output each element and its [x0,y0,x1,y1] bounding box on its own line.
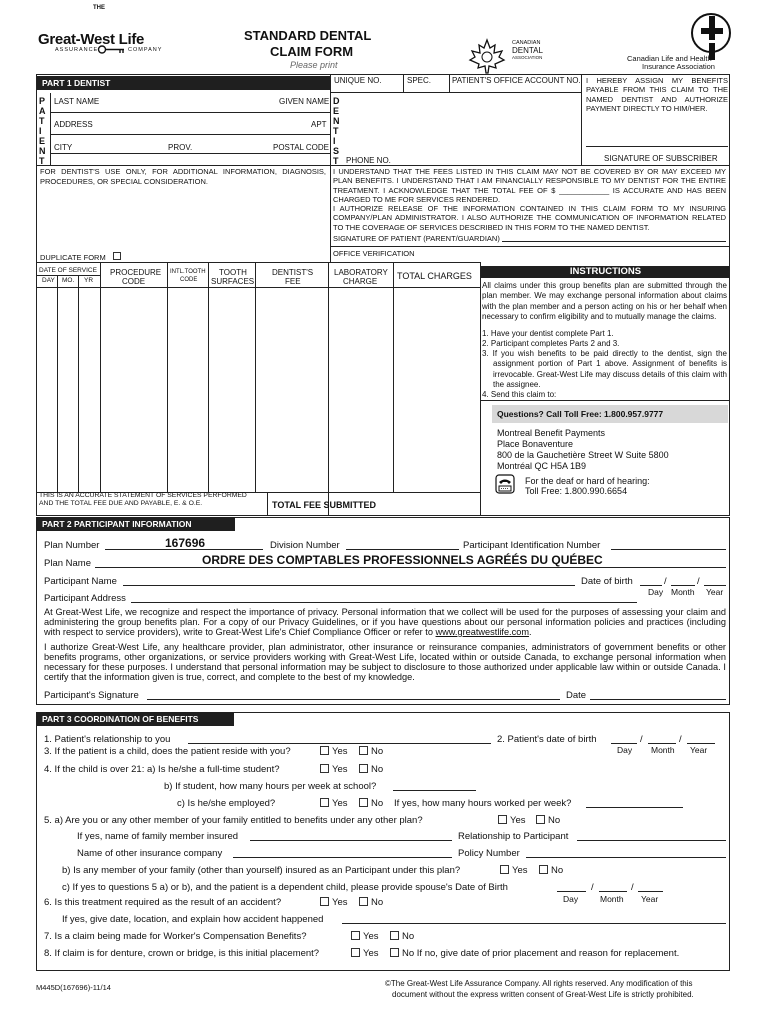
participant-signature-field[interactable] [147,699,560,700]
participant-name-label: Participant Name [44,576,117,587]
assign-benefits-text: I HEREBY ASSIGN MY BENEFITS PAYABLE FROM THIS CLAIM TO THE NAMED DENTIST AND AUTHORIZE PAYMENT DIRECTLY TO HIM/HER. [586,76,728,114]
q6-yes-option[interactable]: Yes [320,897,348,908]
q7-no-option[interactable]: No [390,931,414,942]
plan-number-label: Plan Number [44,540,100,551]
postal-code-label: POSTAL CODE [273,143,330,152]
q8-yes-checkbox[interactable] [351,948,360,957]
accurate-statement-line2: AND THE TOTAL FEE DUE AND PAYABLE, E. & O.E. [39,500,203,507]
lab-charge-header1: LABORATORY [334,268,388,277]
q5a-yes-option[interactable]: Yes [498,815,526,826]
division-number-label: Division Number [270,540,340,551]
website-link[interactable]: www.greatwestlife.com [435,627,529,637]
q5c-year-caption: Year [641,894,659,904]
q4a-student-label: 4. If the child is over 21: a) Is he/she a full-time student? [44,764,280,775]
q4c-no-checkbox[interactable] [359,798,368,807]
clhia-line2: Insurance Association [642,62,715,71]
office-verification-label: OFFICE VERIFICATION [333,249,415,258]
participant-address-label: Participant Address [44,593,126,604]
month-header: MO. [62,277,75,284]
given-name-label: GIVEN NAME [279,97,330,106]
q6-explain-field[interactable] [342,923,726,924]
q5c-dob-month[interactable] [599,891,627,892]
q5-insurance-company-field[interactable] [233,857,452,858]
instruction-step-1: 1. Have your dentist complete Part 1. [482,329,614,338]
q1-relationship-label: 1. Patient's relationship to you [44,734,171,745]
q5-policy-number-field[interactable] [526,857,726,858]
patient-signature-field[interactable] [502,241,726,242]
q5b-no-option[interactable]: No [539,865,563,876]
clhia-line1: Canadian Life and Health [627,54,712,63]
form-title-line2: CLAIM FORM [270,44,354,59]
q4c-yes-checkbox[interactable] [320,798,329,807]
patient-city-field[interactable] [50,153,330,154]
q7-yes-option[interactable]: Yes [351,931,379,942]
service-lines-area[interactable] [37,288,479,491]
q3-no-checkbox[interactable] [359,746,368,755]
plan-number-value[interactable]: 167696 [165,536,206,550]
prov-label: PROV. [168,143,193,152]
q5-policy-number-label: Policy Number [458,848,520,859]
please-print: Please print [290,60,338,70]
cda-canadian: CANADIAN [512,40,541,46]
q6-yes-checkbox[interactable] [320,897,329,906]
copyright-line1: ©The Great-West Life Assurance Company. All rights reserved. Any modification of this [385,979,693,988]
maple-leaf-icon [468,38,506,74]
spec-label: SPEC. [407,76,432,85]
dentist-stamp-area[interactable] [344,95,579,155]
q4c-no-option[interactable]: No [359,798,383,809]
privacy-statement: At Great-West Life, we recognize and respect the importance of privacy. Personal information that we collect will be used for the purposes of assessing your claim and administering the group benefits plan. For a copy of our Privacy Guidelines, or if you have questions about our personal information policies and practices (including with respect to service providers), write to Great-West Life's Chief Compliance Officer or refer to www.greatwestlife.com. [44,607,726,637]
q3-yes-checkbox[interactable] [320,746,329,755]
participant-dob-day[interactable] [640,585,662,586]
q5a-yes-checkbox[interactable] [498,815,507,824]
authorize-release-text: I AUTHORIZE RELEASE OF THE INFORMATION CONTAINED IN THIS CLAIM FORM TO MY INSURING COMPANY/PLAN ADMINISTRATOR. I ALSO AUTHORIZE THE COMMUNICATION OF INFORMATION RELATED TO THE COVERAGE OF SERVICES DESCRIBED IN THIS FORM TO THE NAMED DENTIST. [333,204,726,232]
patient-address-field[interactable] [50,134,330,135]
plan-name-label: Plan Name [44,558,91,569]
q7-workers-comp-label: 7. Is a claim being made for Worker's Compensation Benefits? [44,931,307,942]
dob-day-caption: Day [648,587,664,597]
q8-yes-option[interactable]: Yes [351,948,379,959]
q5b-no-checkbox[interactable] [539,865,548,874]
instruction-step-3: 3. If you wish benefits to be paid directly to the dentist, sign the assignment portion of Part 1 above. Assignment of benefits is irrevocable. Great-West Life may discuss details of this claim with the assignee. [482,349,727,389]
participant-dob-year[interactable] [704,585,726,586]
dob-year-caption: Year [706,587,724,597]
division-number-field[interactable] [346,549,459,550]
q2-dob-year[interactable] [687,743,715,744]
participant-date-label: Date [566,690,587,701]
q3-yes-option[interactable]: Yes [320,746,348,757]
participant-date-field[interactable] [590,699,726,700]
address-label: ADDRESS [54,120,93,129]
instructions-heading: INSTRUCTIONS [481,266,730,278]
q4c-hours-worked-field[interactable] [586,807,683,808]
participant-signature-label: Participant's Signature [44,690,139,701]
dentist-use-label: FOR DENTIST'S USE ONLY, FOR ADDITIONAL INFORMATION, DIAGNOSIS, PROCEDURES, OR SPECIAL CONSIDERATION. [40,167,326,186]
toll-free-text: Questions? Call Toll Free: 1.800.957.9777 [497,409,664,419]
apt-label: APT [311,120,327,129]
participant-id-label: Participant Identification Number [463,540,601,551]
q5c-dob-day[interactable] [557,891,586,892]
tty-phone-icon [495,474,515,494]
address-line-3: 800 de la Gauchetière Street W Suite 5800 [497,450,669,460]
instructions-intro: All claims under this group benefits plan are submitted through the plan member. We may exchange personal information about claims with the plan member and a person acting on his or her behalf when necessary to confirm eligibility and to mutually manage the claims. [482,281,727,321]
logo-name: Great-West Life [38,31,145,48]
q2-year-caption: Year [690,745,708,755]
office-account-label: PATIENT'S OFFICE ACCOUNT NO. [452,76,581,85]
q6-explain-label: If yes, give date, location, and explain how accident happened [62,914,324,925]
dentist-fee-header2: FEE [285,277,301,286]
q5a-no-option[interactable]: No [536,815,560,826]
q5a-no-checkbox[interactable] [536,815,545,824]
cda-association: ASSOCIATION [512,55,543,60]
unique-no-label: UNIQUE NO. [334,76,382,85]
dob-month-caption: Month [671,587,695,597]
q2-day-caption: Day [617,745,633,755]
instruction-step-4: 4. Send this claim to: [482,390,557,399]
day-header: DAY [42,277,55,284]
part3-heading: PART 3 COORDINATION OF BENEFITS [36,712,234,726]
logo-assurance: ASSURANCE [55,47,99,53]
q6-no-option[interactable]: No [359,897,383,908]
q5b-family-member-label: b) Is any member of your family (other than yourself) insured as an Participant under this plan? [62,865,461,876]
part2-heading: PART 2 PARTICIPANT INFORMATION [36,517,235,531]
patient-signature-label: SIGNATURE OF PATIENT (PARENT/GUARDIAN) [333,234,500,243]
q2-patient-dob-label: 2. Patient's date of birth [497,734,597,745]
key-icon [97,45,125,54]
copyright-line2: document without the express written consent of Great-West Life is strictly prohibited. [392,990,694,999]
procedure-code-header2: CODE [122,277,146,286]
q5c-spouse-dob-label: c) If yes to questions 5 a) or b), and the patient is a dependent child, please provide spouse's Date of Birth [62,882,508,893]
address-line-4: Montréal QC H5A 1B9 [497,461,587,471]
participant-id-field[interactable] [611,549,726,550]
plan-name-value[interactable]: ORDRE DES COMPTABLES PROFESSIONNELS AGRÉÉS DU QUÉBEC [202,553,603,567]
intl-tooth-header2: CODE [180,277,198,283]
form-code: M445D(167696)-11/14 [36,983,111,992]
q4c-yes-option[interactable]: Yes [320,798,348,809]
participant-name-field[interactable] [123,585,575,586]
total-fee-submitted-label: TOTAL FEE SUBMITTED [272,500,377,510]
q5c-month-caption: Month [600,894,624,904]
year-header: YR [84,277,94,284]
q8-no-option[interactable]: No If no, give date of prior placement and reason for replacement. [390,948,679,959]
q1-relationship-field[interactable] [188,743,491,744]
q5c-dob-year[interactable] [638,891,663,892]
q4b-hours-school-field[interactable] [393,790,476,791]
q4a-no-option[interactable]: No [359,764,383,775]
q6-accident-label: 6. Is this treatment required as the result of an accident? [44,897,282,908]
q7-yes-checkbox[interactable] [351,931,360,940]
q2-dob-month[interactable] [648,743,676,744]
participant-dob-month[interactable] [671,585,695,586]
city-label: CITY [54,143,73,152]
duplicate-form-checkbox[interactable] [113,252,121,260]
tooth-surfaces-header2: SURFACES [211,277,255,286]
logo-the: THE [93,5,105,11]
q5b-yes-option[interactable]: Yes [500,865,528,876]
q8-no-checkbox[interactable] [390,948,399,957]
form-title-line1: STANDARD DENTAL [244,28,372,43]
duplicate-form-label: DUPLICATE FORM [40,253,106,262]
lab-charge-header2: CHARGE [343,277,378,286]
accurate-statement-line1: THIS IS AN ACCURATE STATEMENT OF SERVICES PERFORMED [39,492,247,499]
address-line-2: Place Bonaventure [497,439,574,449]
q4c-hours-worked-label: If yes, how many hours worked per week? [394,798,572,809]
q5c-day-caption: Day [563,894,579,904]
tooth-surfaces-header1: TOOTH [219,268,247,277]
total-fee-field[interactable] [393,493,480,515]
q5-insurance-company-label: Name of other insurance company [77,848,223,859]
participant-dob-label: Date of birth [581,576,633,587]
q4c-employed-label: c) Is he/she employed? [177,798,276,809]
q5-insured-member-field[interactable] [250,840,452,841]
dentist-fee-header1: DENTIST'S [272,268,314,277]
date-of-service-header: DATE OF SERVICE [39,267,97,274]
q4b-hours-school-label: b) If student, how many hours per week at school? [164,781,377,792]
participant-address-field[interactable] [131,602,637,603]
address-line-1: Montreal Benefit Payments [497,428,606,438]
patient-name-field[interactable] [50,112,330,113]
total-charges-header: TOTAL CHARGES [397,271,472,281]
last-name-label: LAST NAME [54,97,100,106]
participant-authorization-text: I authorize Great-West Life, any healthcare provider, plan administrator, other insurance or reinsurance companies, administrators of government benefits or other benefits programs, other organizations, or service providers working with Great-West Life, located within or outside Canada, to exchange personal information when necessary for these purposes. I understand that personal information may be subject to disclosure to those authorized under applicable law within or outside Canada. I certify that the information given is true, correct, and complete to the best of my knowledge. [44,642,726,682]
q5-insured-member-label: If yes, name of family member insured [77,831,239,842]
q5-relationship-field[interactable] [577,840,726,841]
q6-no-checkbox[interactable] [359,897,368,906]
q3-no-option[interactable]: No [359,746,383,757]
q5b-yes-checkbox[interactable] [500,865,509,874]
q4a-yes-checkbox[interactable] [320,764,329,773]
q7-no-checkbox[interactable] [390,931,399,940]
subscriber-signature-field[interactable] [586,146,728,147]
q2-dob-day[interactable] [611,743,637,744]
phone-no-label: PHONE NO. [346,156,391,165]
instruction-step-2: 2. Participant completes Parts 2 and 3. [482,339,620,348]
understand-fees-text: I UNDERSTAND THAT THE FEES LISTED IN THIS CLAIM MAY NOT BE COVERED BY OR MAY EXCEED MY PLAN BENEFITS. I UNDERSTAND THAT I AM FINANCIALLY RESPONSIBLE TO MY DENTIST FOR THE ENTIRE TREATMENT. I ACKNOWLEDGE THAT THE TOTAL FEE OF $ ____________ IS ACCURATE AND HAS BEEN CHARGED TO ME FOR SERVICES RENDERED. [333,167,726,205]
q5a-other-plan-label: 5. a) Are you or any other member of your family entitled to benefits under any other plan? [44,815,423,826]
cda-dental: DENTAL [512,46,543,55]
q8-initial-placement-label: 8. If claim is for denture, crown or bridge, is this initial placement? [44,948,320,959]
deaf-line-2: Toll Free: 1.800.990.6654 [525,486,628,496]
part1-heading: PART 1 DENTIST [36,76,330,90]
subscriber-signature-label: SIGNATURE OF SUBSCRIBER [604,154,718,163]
q4a-no-checkbox[interactable] [359,764,368,773]
q5-relationship-label: Relationship to Participant [458,831,569,842]
logo-company: COMPANY [128,47,163,53]
q2-month-caption: Month [651,745,675,755]
dentist-notes-area[interactable] [40,188,326,248]
deaf-line-1: For the deaf or hard of hearing: [525,476,650,486]
q3-reside-label: 3. If the patient is a child, does the patient reside with you? [44,746,291,757]
intl-tooth-header1: INTL.TOOTH [170,269,206,275]
procedure-code-header1: PROCEDURE [110,268,162,277]
q4a-yes-option[interactable]: Yes [320,764,348,775]
